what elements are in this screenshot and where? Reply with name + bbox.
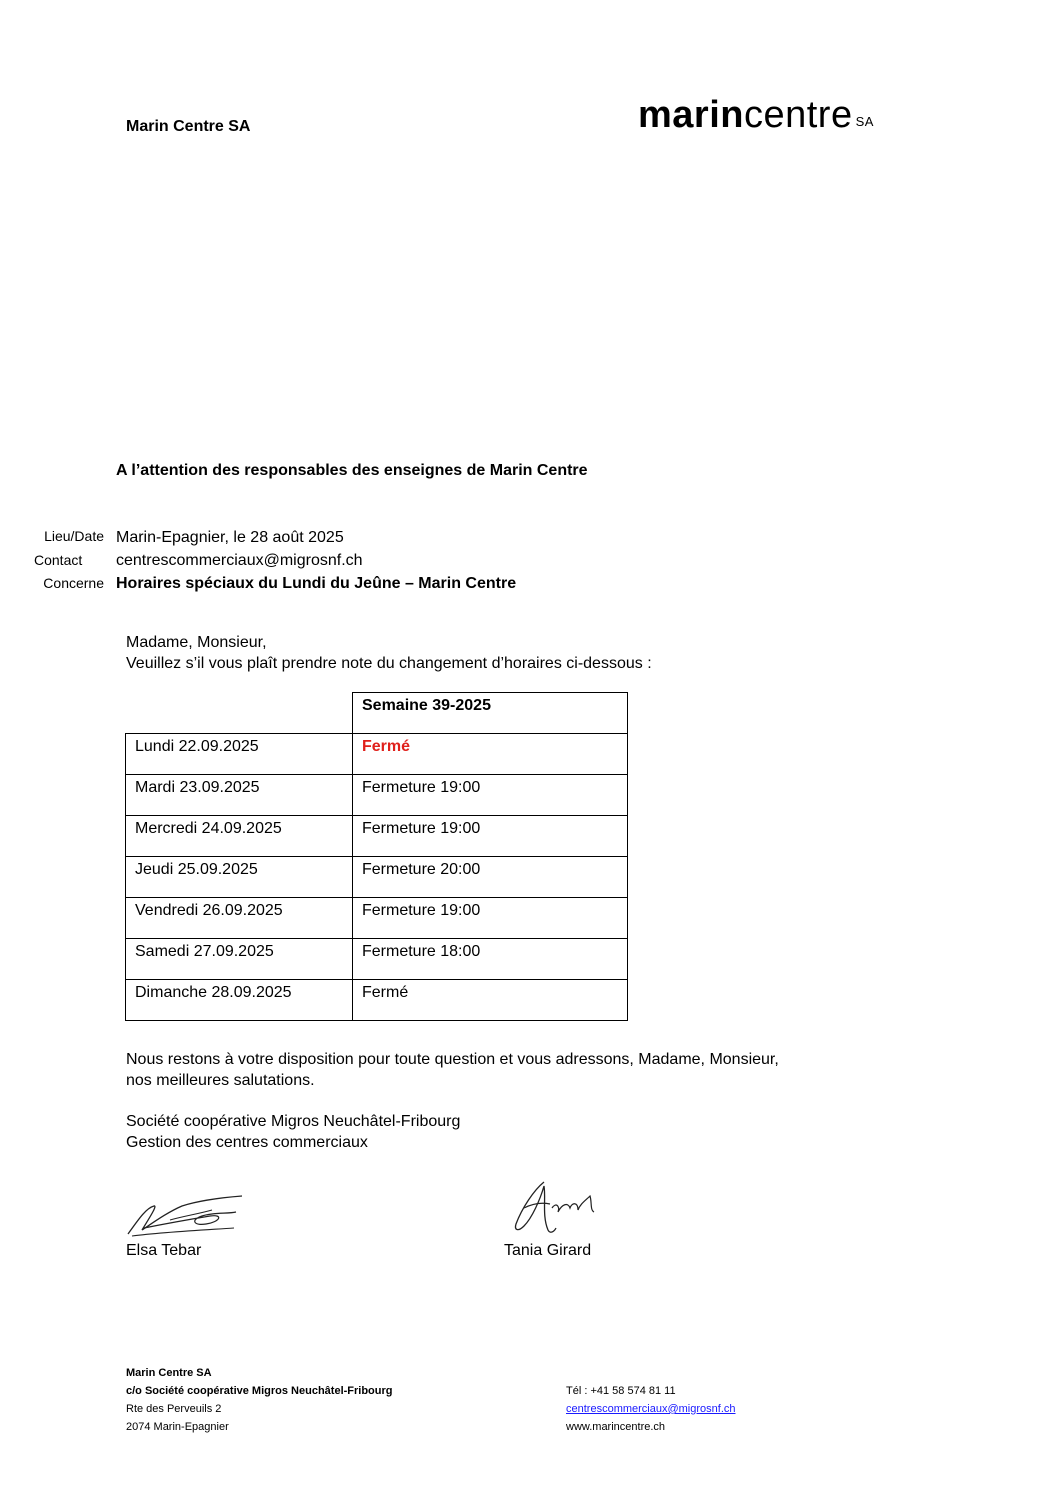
table-row — [126, 939, 628, 980]
table-row — [126, 980, 628, 1021]
footer-street: Rte des Perveuils 2 — [126, 1403, 222, 1415]
hours-cell: Fermeture 18:00 — [353, 939, 628, 980]
footer-address — [126, 1364, 393, 1436]
footer-phone: Tél : +41 58 574 81 11 — [566, 1385, 676, 1397]
organization-department: Gestion des centres commerciaux — [126, 1134, 368, 1151]
signatory-name-2: Tania Girard — [504, 1242, 592, 1259]
logo-marin: marin — [638, 94, 744, 136]
closing-line-2: nos meilleures salutations. — [126, 1072, 315, 1089]
signatory-name-1: Elsa Tebar — [126, 1242, 202, 1259]
day-cell: Dimanche 28.09.2025 — [126, 980, 353, 1021]
hours-cell: Fermeture 19:00 — [353, 816, 628, 857]
contact-label: Contact — [34, 552, 83, 568]
footer-website[interactable]: www.marincentre.ch — [566, 1421, 666, 1433]
footer-care-of: c/o Société coopérative Migros Neuchâtel-Fribourg — [126, 1385, 393, 1397]
greeting: Madame, Monsieur, — [126, 634, 267, 651]
table-row — [126, 898, 628, 939]
schedule-header-row — [126, 693, 628, 734]
concerne-value: Horaires spéciaux du Lundi du Jeûne – Marin Centre — [116, 575, 517, 592]
day-cell: Jeudi 25.09.2025 — [126, 857, 353, 898]
footer-email-link[interactable]: centrescommerciaux@migrosnf.ch — [566, 1403, 736, 1415]
table-row — [126, 816, 628, 857]
schedule-table — [125, 692, 628, 1021]
schedule-header-week: Semaine 39-2025 — [353, 693, 628, 734]
organization-name: Société coopérative Migros Neuchâtel-Fribourg — [126, 1113, 461, 1130]
day-cell: Mercredi 24.09.2025 — [126, 816, 353, 857]
contact-value[interactable]: centrescommerciaux@migrosnf.ch — [116, 552, 363, 569]
table-row — [126, 734, 628, 775]
logo-centre: centre — [743, 94, 853, 136]
table-row — [126, 857, 628, 898]
lieu-date-value: Marin-Epagnier, le 28 août 2025 — [116, 529, 344, 546]
logo-suffix: SA — [855, 114, 874, 129]
hours-cell: Fermeture 20:00 — [353, 857, 628, 898]
attention-line: A l’attention des responsables des enseignes de Marin Centre — [116, 462, 588, 479]
hours-cell: Fermeture 19:00 — [353, 898, 628, 939]
footer-city: 2074 Marin-Epagnier — [126, 1421, 229, 1433]
day-cell: Vendredi 26.09.2025 — [126, 898, 353, 939]
hours-cell: Fermé — [353, 980, 628, 1021]
sender-name: Marin Centre SA — [126, 118, 251, 135]
marincentre-logo — [638, 96, 874, 134]
day-cell: Samedi 27.09.2025 — [126, 939, 353, 980]
hours-cell: Fermeture 19:00 — [353, 775, 628, 816]
table-row — [126, 775, 628, 816]
concerne-label: Concerne — [43, 575, 104, 591]
schedule-header-empty — [126, 693, 353, 734]
hours-cell: Fermé — [353, 734, 628, 775]
signature-tania-girard — [504, 1178, 604, 1240]
closing-line-1: Nous restons à votre disposition pour toute question et vous adressons, Madame, Monsieur, — [126, 1051, 779, 1068]
lieu-date-label: Lieu/Date — [44, 528, 104, 544]
footer-contact — [566, 1382, 736, 1436]
day-cell: Lundi 22.09.2025 — [126, 734, 353, 775]
day-cell: Mardi 23.09.2025 — [126, 775, 353, 816]
signature-elsa-tebar — [124, 1190, 250, 1240]
intro-text: Veuillez s’il vous plaît prendre note du changement d’horaires ci-dessous : — [126, 655, 652, 672]
footer-company: Marin Centre SA — [126, 1367, 212, 1379]
